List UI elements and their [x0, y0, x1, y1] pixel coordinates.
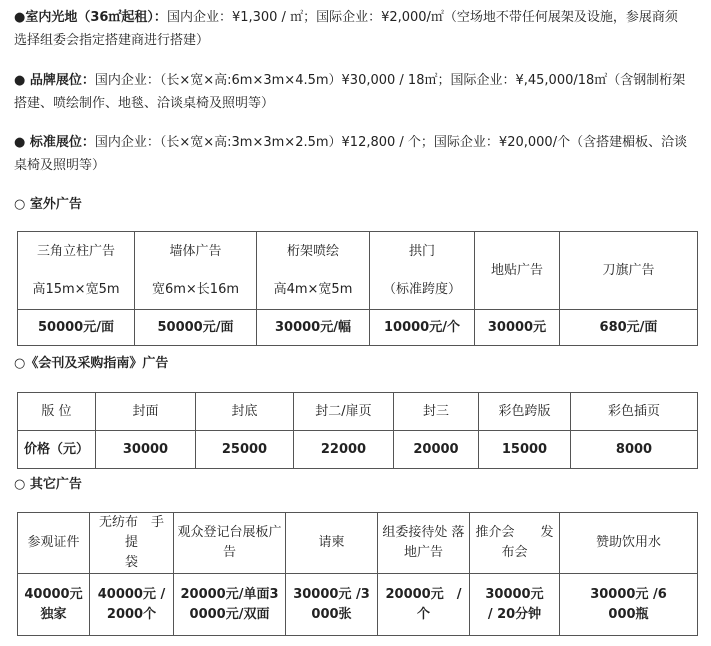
outdoor-price-cell: 680元/面: [560, 310, 698, 346]
other-price-cell: 30000元 / 20分钟: [470, 574, 560, 636]
outdoor-header-cell: 墙体广告 宽6m×长16m: [135, 232, 257, 310]
magazine-price-cell: 22000: [294, 431, 394, 469]
magazine-price-cell: 8000: [571, 431, 698, 469]
standard-booth-paragraph: [14, 131, 704, 177]
magazine-ads-heading: ○《会刊及采购指南》广告: [14, 356, 169, 371]
other-price-cell: 20000元 / 个: [378, 574, 470, 636]
brand-booth-text-2: 搭建、喷绘制作、地毯、洽谈桌椅及照明等）: [14, 96, 275, 111]
other-header-cell: 组委接待处 落 地广告: [378, 513, 470, 574]
other-header-cell: 请柬: [286, 513, 378, 574]
outdoor-header-cell: 桁架喷绘 高4m×宽5m: [257, 232, 370, 310]
outdoor-price-row: [18, 310, 698, 346]
brand-booth-text: 国内企业：（长×宽×高:6m×3m×4.5m）¥30,000 / 18㎡；国际企业：¥,45,000/18㎡（含钢制桁架: [94, 73, 686, 88]
outdoor-header-cell: 三角立柱广告 高15m×宽5m: [18, 232, 135, 310]
other-header-cell: 观众登记台展板广 告: [174, 513, 286, 574]
indoor-space-text: 国内企业：¥1,300 / ㎡；国际企业：¥2,000/㎡（空场地不带任何展架及设施，参展商须: [166, 10, 678, 25]
magazine-price-cell: 25000: [196, 431, 294, 469]
outdoor-header-cell: 地贴广告: [475, 232, 560, 310]
magazine-price-cell: 30000: [96, 431, 196, 469]
outdoor-ads-table: [17, 231, 698, 346]
other-header-cell: 无纺布 手提 袋: [90, 513, 174, 574]
magazine-position-cell: 封二/扉页: [294, 393, 394, 431]
outdoor-price-cell: 50000元/面: [18, 310, 135, 346]
magazine-position-cell: 封三: [394, 393, 479, 431]
magazine-position-row: [18, 393, 698, 431]
magazine-price-cell: 15000: [479, 431, 571, 469]
outdoor-price-cell: 30000元/幅: [257, 310, 370, 346]
outdoor-header-row: [18, 232, 698, 310]
magazine-price-cell: 20000: [394, 431, 479, 469]
magazine-position-cell: 彩色插页: [571, 393, 698, 431]
other-price-cell: 40000元 独家: [18, 574, 90, 636]
outdoor-price-cell: 10000元/个: [370, 310, 475, 346]
outdoor-header-cell: 刀旗广告: [560, 232, 698, 310]
magazine-row-label: 价格（元）: [18, 431, 96, 469]
standard-booth-text: 国内企业：（长×宽×高:3m×3m×2.5m）¥12,800 / 个；国际企业：¥20,000/个（含搭建楣板、洽谈: [94, 135, 688, 150]
magazine-row-label: 版 位: [18, 393, 96, 431]
other-header-cell: 推介会 发 布会: [470, 513, 560, 574]
other-ads-heading: ○ 其它广告: [14, 477, 82, 492]
other-header-cell: 赞助饮用水: [560, 513, 698, 574]
other-price-cell: 20000元/单面3 0000元/双面: [174, 574, 286, 636]
other-header-row: [18, 513, 698, 574]
brand-booth-paragraph: [14, 69, 704, 115]
outdoor-header-cell: 拱门 （标准跨度）: [370, 232, 475, 310]
outdoor-price-cell: 30000元: [475, 310, 560, 346]
brand-booth-title: ● 品牌展位：: [14, 73, 95, 88]
other-price-cell: 30000元 /6 000瓶: [560, 574, 698, 636]
magazine-position-cell: 彩色跨版: [479, 393, 571, 431]
indoor-space-text-2: 选择组委会指定搭建商进行搭建）: [14, 33, 210, 48]
magazine-price-row: [18, 431, 698, 469]
indoor-space-paragraph: [14, 6, 704, 52]
magazine-ads-table: [17, 392, 698, 469]
other-header-cell: 参观证件: [18, 513, 90, 574]
other-price-row: [18, 574, 698, 636]
outdoor-ads-heading: ○ 室外广告: [14, 197, 82, 212]
standard-booth-text-2: 桌椅及照明等）: [14, 158, 106, 173]
standard-booth-title: ● 标准展位：: [14, 135, 95, 150]
other-price-cell: 40000元 / 2000个: [90, 574, 174, 636]
outdoor-price-cell: 50000元/面: [135, 310, 257, 346]
indoor-space-title: ●室内光地（36㎡起租）：: [14, 10, 167, 25]
other-ads-table: [17, 512, 698, 636]
magazine-position-cell: 封底: [196, 393, 294, 431]
other-price-cell: 30000元 /3 000张: [286, 574, 378, 636]
magazine-position-cell: 封面: [96, 393, 196, 431]
